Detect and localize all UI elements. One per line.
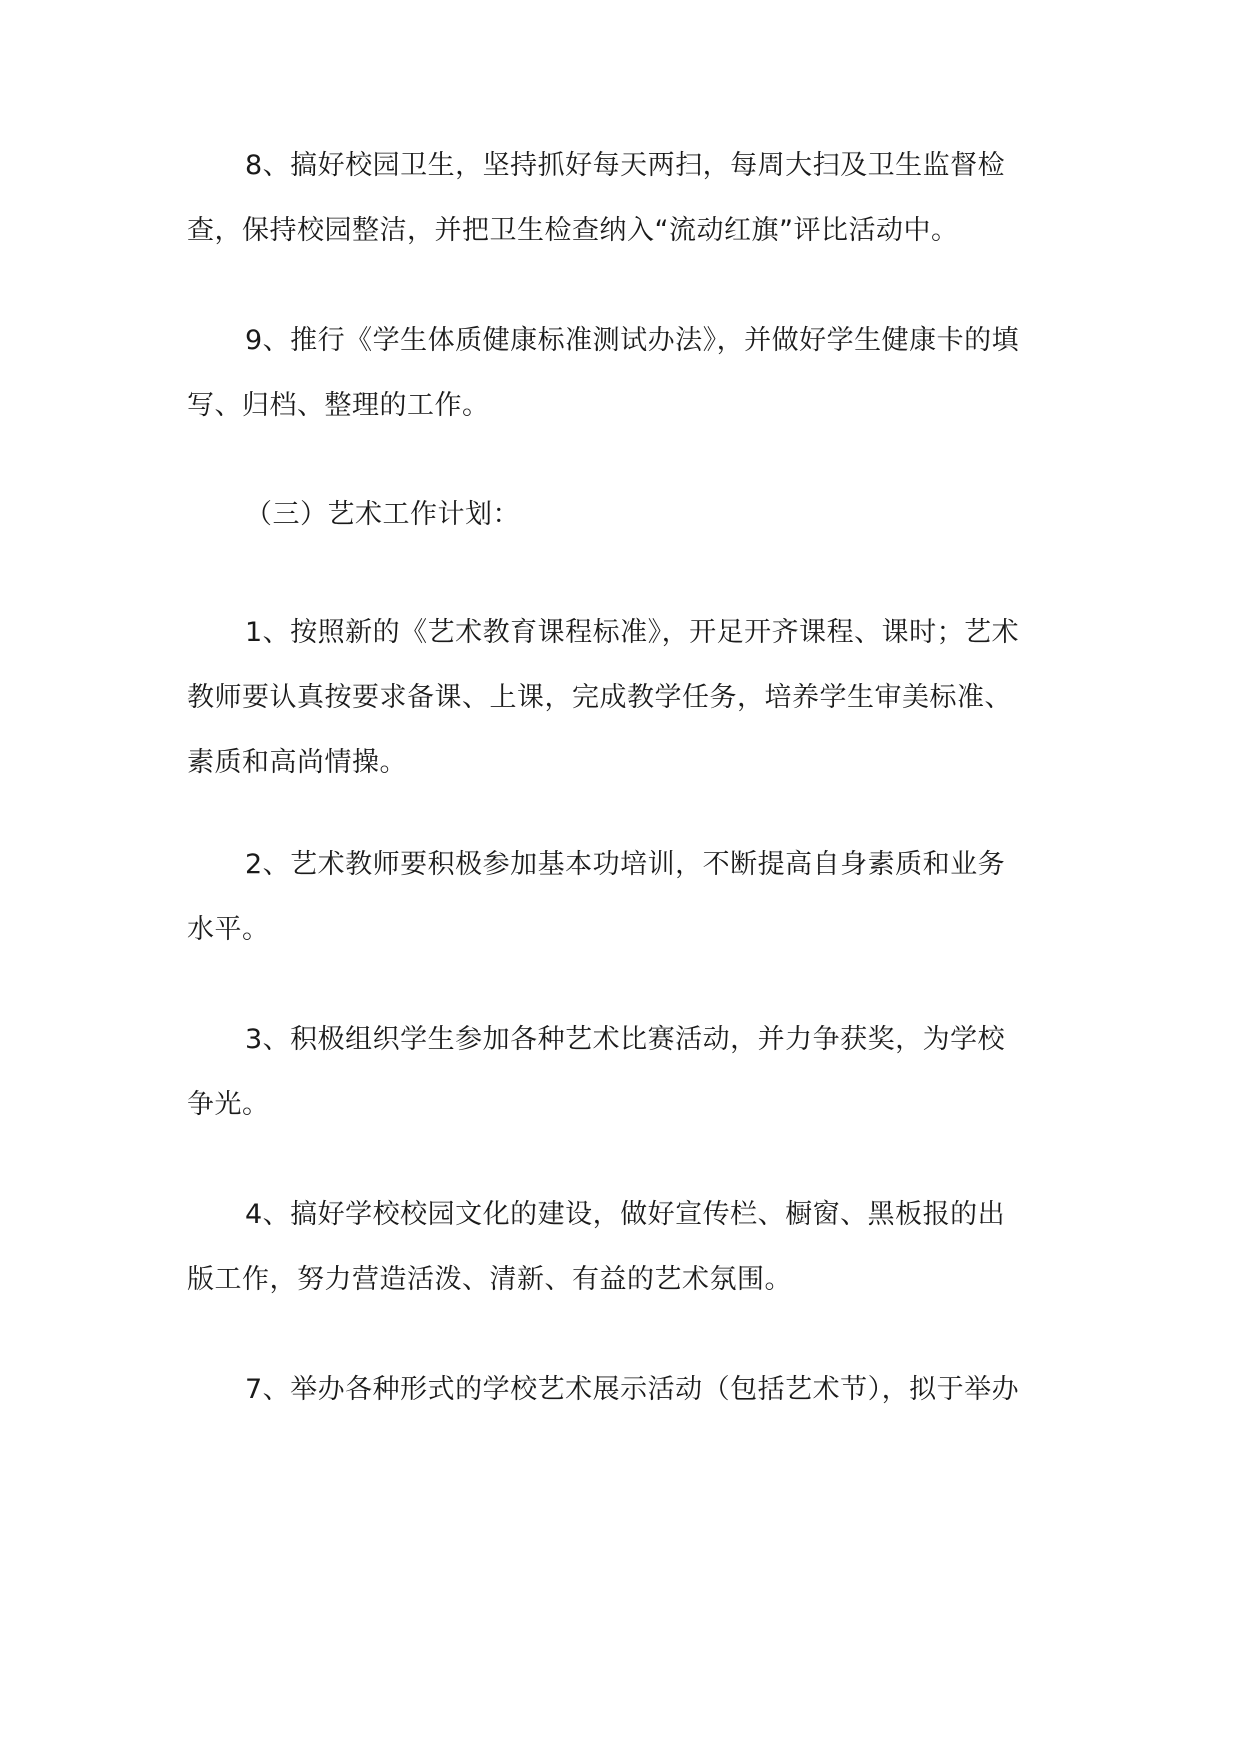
paragraph-line: 3、积极组织学生参加各种艺术比赛活动，并力争获奖，为学校 xyxy=(245,1024,1006,1055)
paragraph-item-8 xyxy=(187,133,1067,263)
paragraph-line: 1、按照新的《艺术教育课程标准》，开足开齐课程、课时；艺术 xyxy=(245,617,1020,648)
paragraph-item-4 xyxy=(187,1182,1067,1312)
paragraph-line: 9、推行《学生体质健康标准测试办法》，并做好学生健康卡的填 xyxy=(245,325,1020,356)
paragraph-line: 水平。 xyxy=(187,914,270,945)
paragraph-line: 2、艺术教师要积极参加基本功培训，不断提高自身素质和业务 xyxy=(245,849,1006,880)
paragraph-line: 查，保持校园整洁，并把卫生检查纳入“流动红旗”评比活动中。 xyxy=(187,215,959,246)
paragraph-item-1 xyxy=(187,600,1067,795)
paragraph-line: 版工作，努力营造活泼、清新、有益的艺术氛围。 xyxy=(187,1264,792,1295)
paragraph-line: 写、归档、整理的工作。 xyxy=(187,390,490,421)
section-heading-art-plan xyxy=(187,482,1067,547)
paragraph-line: 争光。 xyxy=(187,1089,270,1120)
paragraph-line: 8、搞好校园卫生，坚持抓好每天两扫，每周大扫及卫生监督检 xyxy=(245,150,1006,181)
paragraph-line: 7、举办各种形式的学校艺术展示活动（包括艺术节），拟于举办 xyxy=(245,1374,1020,1405)
paragraph-line: 教师要认真按要求备课、上课，完成教学任务，培养学生审美标准、 xyxy=(187,682,1012,713)
paragraph-item-3 xyxy=(187,1007,1067,1137)
paragraph-item-2 xyxy=(187,832,1067,962)
paragraph-item-7 xyxy=(187,1357,1067,1422)
paragraph-line: 4、搞好学校校园文化的建设，做好宣传栏、橱窗、黑板报的出 xyxy=(245,1199,1006,1230)
section-heading: （三）艺术工作计划： xyxy=(245,499,520,530)
paragraph-line: 素质和高尚情操。 xyxy=(187,747,407,778)
paragraph-item-9 xyxy=(187,308,1067,438)
